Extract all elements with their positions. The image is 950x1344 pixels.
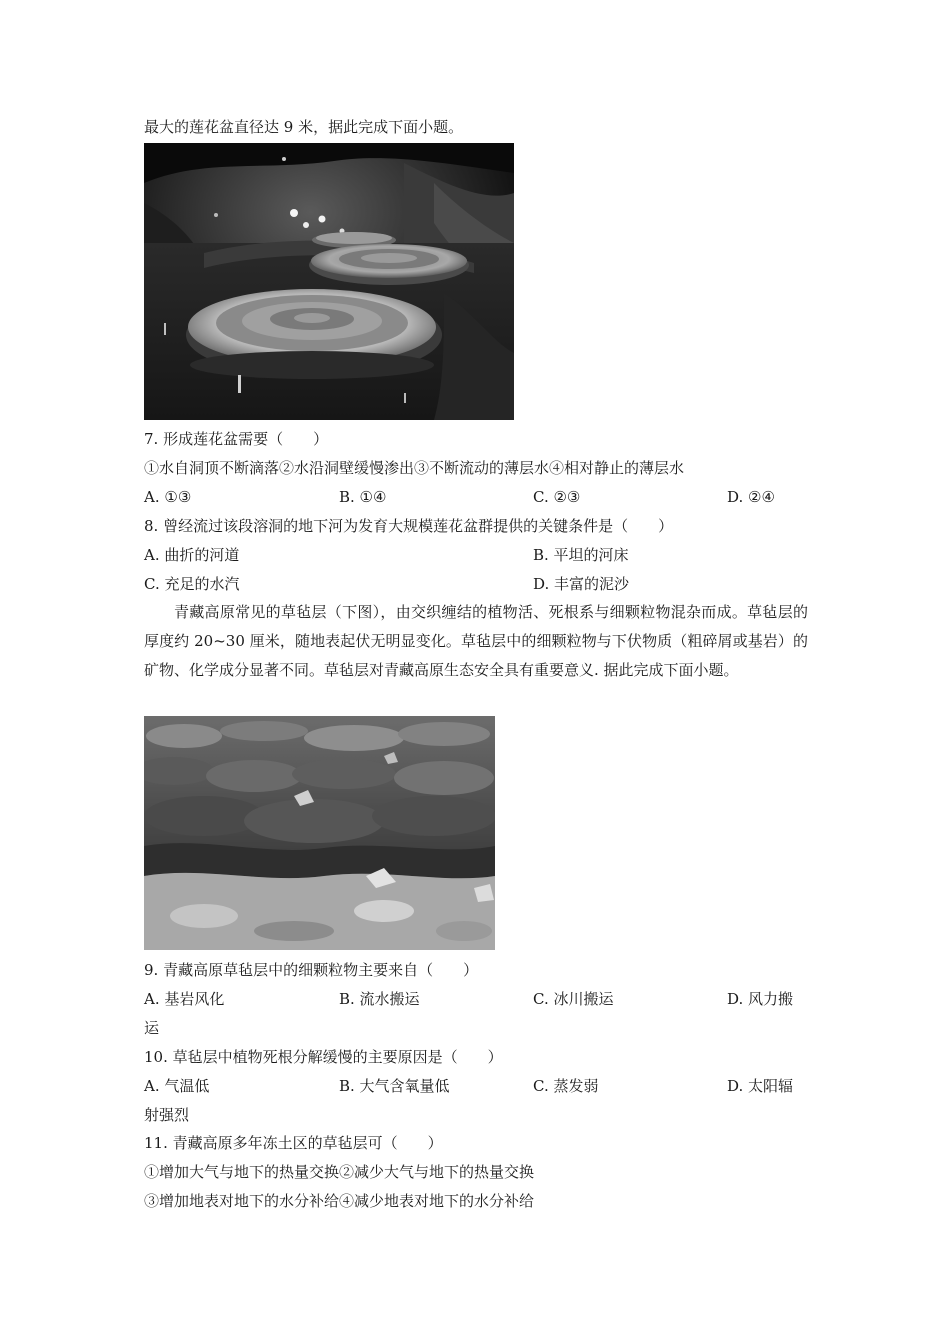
q9-option-a[interactable]: A. 基岩风化 (144, 990, 225, 1008)
grass-mat-photo (144, 716, 495, 950)
q11-statement-2: ③增加地表对地下的水分补给④减少地表对地下的水分补给 (144, 1192, 535, 1210)
q9-option-b[interactable]: B. 流水搬运 (339, 990, 420, 1008)
q8-option-a[interactable]: A. 曲折的河道 (144, 546, 240, 564)
q9-stem: 9. 青藏高原草毡层中的细颗粒物主要来自（ ） (144, 961, 479, 979)
lotus-basin-photo (144, 143, 514, 420)
q10-option-b[interactable]: B. 大气含氧量低 (339, 1077, 450, 1095)
q10-option-d[interactable]: D. 太阳辐 (727, 1077, 794, 1095)
q7-option-c[interactable]: C. ②③ (533, 488, 581, 506)
q11-stem: 11. 青藏高原多年冻土区的草毡层可（ ） (144, 1134, 443, 1152)
q10-option-d-wrap: 射强烈 (144, 1106, 190, 1124)
q7-statements: ①水自洞顶不断滴落②水沿洞壁缓慢渗出③不断流动的薄层水④相对静止的薄层水 (144, 459, 685, 477)
q9-option-c[interactable]: C. 冰川搬运 (533, 990, 614, 1008)
q7-option-a[interactable]: A. ①③ (144, 488, 192, 506)
q7-stem: 7. 形成莲花盆需要（ ） (144, 430, 329, 448)
q8-option-c[interactable]: C. 充足的水汽 (144, 575, 240, 593)
q9-option-d-wrap: 运 (144, 1019, 160, 1037)
q7-option-d[interactable]: D. ②④ (727, 488, 775, 506)
q8-option-b[interactable]: B. 平坦的河床 (533, 546, 629, 564)
q9-option-d[interactable]: D. 风力搬 (727, 990, 794, 1008)
q10-option-a[interactable]: A. 气温低 (144, 1077, 210, 1095)
q8-option-d[interactable]: D. 丰富的泥沙 (533, 575, 630, 593)
q8-stem: 8. 曾经流过该段溶洞的地下河为发育大规模莲花盆群提供的关键条件是（ ） (144, 517, 674, 535)
intro-text: 最大的莲花盆直径达 9 米，据此完成下面小题。 (144, 118, 464, 136)
q10-option-c[interactable]: C. 蒸发弱 (533, 1077, 599, 1095)
q11-statement-1: ①增加大气与地下的热量交换②减少大气与地下的热量交换 (144, 1163, 535, 1181)
passage-grass-mat: 青藏高原常见的草毡层（下图），由交织缠结的植物活、死根系与细颗粒物混杂而成。草毡层的厚度约 20~30 厘米，随地表起伏无明显变化。草毡层中的细颗粒物与下伏物质（粗碎屑或基岩）的矿物、化学成分显著不同。草毡层对青藏高原生态安全具有重要意义. 据此完成下面小题。 (144, 603, 808, 679)
q10-stem: 10. 草毡层中植物死根分解缓慢的主要原因是（ ） (144, 1048, 503, 1066)
q7-option-b[interactable]: B. ①④ (339, 488, 387, 506)
